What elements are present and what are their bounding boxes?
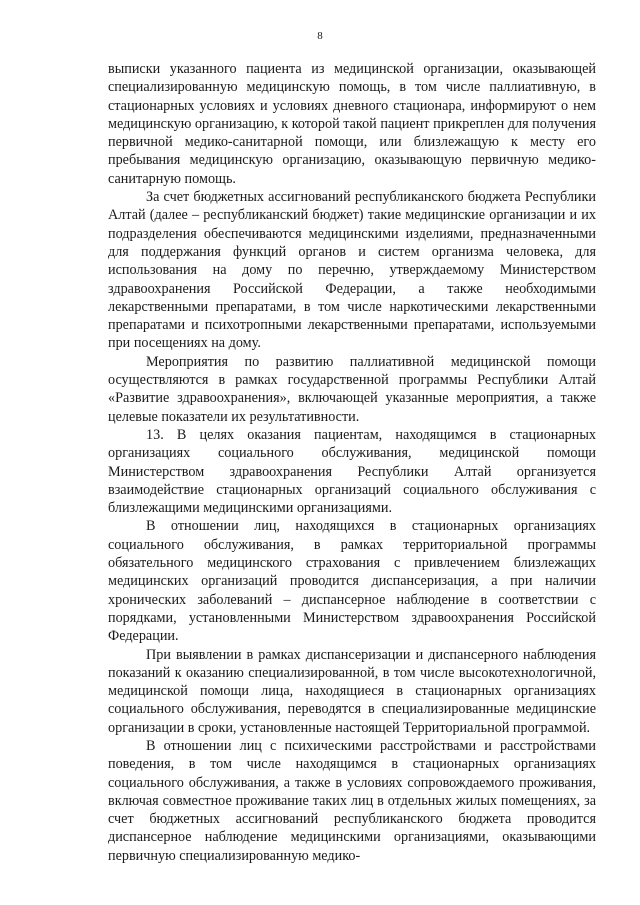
paragraph-dispensarization: В отношении лиц, находящихся в стационарных организациях социального обслуживания, в рамках территориальной программы обязательного медицинского страхования с привлечением близлежащих медицинских организаций проводится диспансеризация, а при наличии хронических заболеваний – диспансерное наблюдение в соответствии с порядками, установленными Министерством здравоохранения Российской Федерации. bbox=[108, 518, 596, 645]
paragraph-palliative-program: Мероприятия по развитию паллиативной медицинской помощи осуществляются в рамках государственной программы Республики Алтай «Развитие здравоохранения», включающей указанные мероприятия, а также целевые показатели их результативности. bbox=[108, 353, 596, 425]
document-body bbox=[108, 60, 596, 865]
paragraph-item-13: 13. В целях оказания пациентам, находящимся в стационарных организациях социального обслуживания, медицинской помощи Министерством здравоохранения Республики Алтай организуется взаимодействие стационарных организаций социального обслуживания с близлежащими медицинскими организациями. bbox=[108, 426, 596, 517]
paragraph-continuation: выписки указанного пациента из медицинской организации, оказывающей специализированную медицинскую помощь, в том числе паллиативную, в стационарных условиях и условиях дневного стационара, информируют о нем медицинскую организацию, к которой такой пациент прикреплен для получения первичной медико-санитарной помощи, или близлежащую к месту его пребывания медицинскую организацию, оказывающую первичную медико-санитарную помощь. bbox=[108, 61, 596, 187]
page-number: 8 bbox=[317, 30, 323, 42]
paragraph-mental-disorders: В отношении лиц с психическими расстройствами и расстройствами поведения, в том числе находящимся в стационарных организациях социального обслуживания, а также в условиях сопровождаемого проживания, включая совместное проживание таких лиц в отдельных жилых помещениях, за счет бюджетных ассигнований республиканского бюджета проводится диспансерное наблюдение медицинскими организациями, оказывающими первичную специализированную медико- bbox=[108, 737, 596, 864]
paragraph-budget-funding: За счет бюджетных ассигнований республиканского бюджета Республики Алтай (далее – республиканский бюджет) такие медицинские организации и их подразделения обеспечиваются медицинскими изделиями, предназначенными для поддержания функций органов и систем организма человека, для использования на дому по перечню, утверждаемому Министерством здравоохранения Российской Федерации, а также необходимыми лекарственными препаратами, в том числе наркотическими лекарственными препаратами и психотропными лекарственными препаратами, используемыми при посещениях на дому. bbox=[108, 189, 596, 352]
paragraph-transfer: При выявлении в рамках диспансеризации и диспансерного наблюдения показаний к оказанию специализированной, в том числе высокотехнологичной, медицинской помощи лица, находящиеся в стационарных организациях социального обслуживания, переводятся в специализированные медицинские организации в сроки, установленные настоящей Территориальной программой. bbox=[108, 646, 596, 736]
